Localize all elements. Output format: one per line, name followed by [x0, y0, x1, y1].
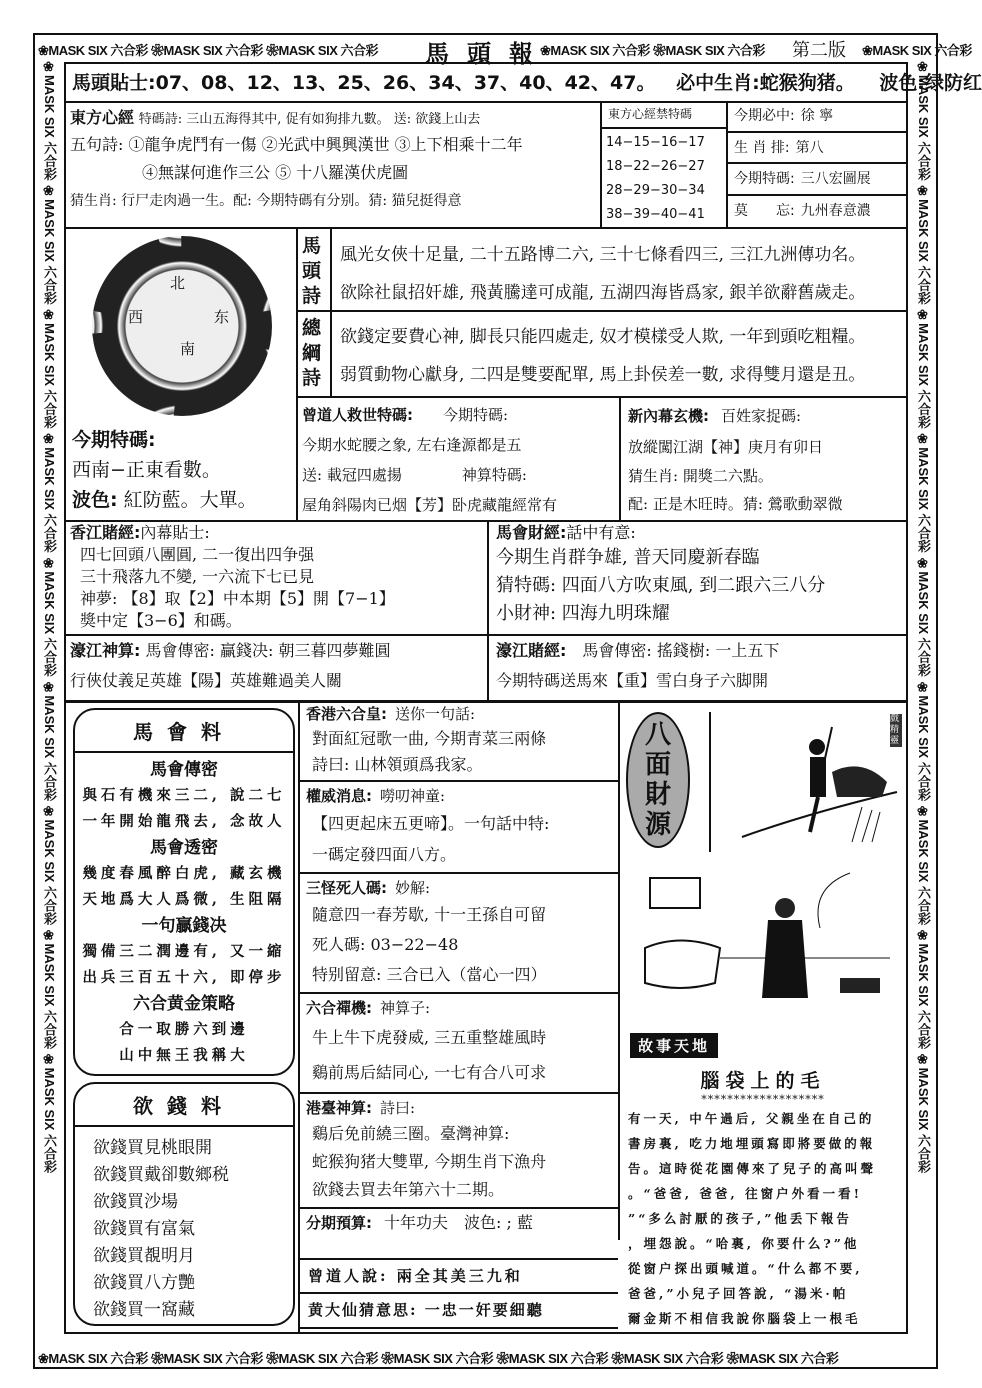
border-unit: ❀MASK SIX 六合彩 — [42, 556, 57, 681]
xiangjiang-line: 三十飛落九不變, 一六流下七已見 — [80, 567, 315, 586]
section-sub: 詩曰: — [380, 1099, 416, 1117]
dongfang-line: 五句詩: ①龍争虎鬥有一傷 ②光武中興興漢世 ③上下相乘十二年 — [70, 134, 523, 154]
mahui-cai-line: 猜特碼: 四面八方吹東風, 到二跟六三八分 — [496, 575, 826, 596]
mahui-liao-title: 馬會料 — [75, 710, 293, 753]
mahui-liao-content — [75, 753, 293, 1069]
zengdao-section — [302, 400, 608, 520]
matou-poem-lines — [340, 236, 865, 312]
side-table-row — [728, 101, 908, 133]
forbidden-row: 14−15−16−17 — [606, 135, 705, 150]
xiangjiang-line: 獎中定【3−6】和碼。 — [80, 611, 242, 630]
story-body — [618, 1106, 908, 1331]
border-unit: ❀MASK SIX 六合彩 — [42, 432, 57, 557]
mahui-liao-heading: 一句贏錢决 — [141, 916, 227, 936]
side-value: 三八宏圖展 — [800, 171, 871, 187]
section-header — [306, 876, 614, 900]
section-line: 【四更起床五更啼】。一句話中特: — [312, 814, 550, 833]
xiangjiang-title: 香江賭經: — [70, 523, 141, 542]
border-unit: ❀MASK SIX 六合彩 — [916, 928, 931, 1053]
compass-image — [92, 236, 272, 416]
border-unit: ❀MASK SIX 六合彩 — [916, 60, 931, 185]
xiangjiang-sub: 內幕貼士: — [140, 523, 210, 542]
story-line: 從窗户探出頭喊道。“什么都不要, — [628, 1261, 863, 1276]
story-line: 有一天, 中午過后, 父親坐在自己的 — [628, 1111, 875, 1126]
dongfang-title: 東方心經 — [70, 108, 135, 127]
xiangjiang-line: 四七回頭八團圓, 二一復出四争强 — [80, 545, 315, 564]
border-unit: ❀MASK SIX 六合彩 — [266, 43, 379, 58]
section-sub: 送你一句話: — [395, 705, 476, 723]
compass-east: 东 — [214, 308, 230, 326]
zonggang-poem-lines — [340, 318, 865, 394]
border-unit: ❀MASK SIX 六合彩 — [916, 1052, 931, 1174]
yuqian-liao-box — [73, 1082, 295, 1326]
border-strip-top-end — [862, 40, 972, 59]
border-unit: ❀MASK SIX 六合彩 — [916, 432, 931, 557]
zengdao-sub2: 神算特碼: — [461, 466, 527, 484]
section-sub: 嘮叨神童: — [380, 787, 446, 805]
poem-line: 欲除社鼠招奸雄, 飛黃騰達可成龍, 五湖四海皆爲家, 銀羊欲辭舊歲走。 — [340, 283, 866, 303]
forbidden-row: 38−39−40−41 — [606, 207, 705, 222]
haojiang-ss-title: 濠江神算: — [70, 641, 141, 660]
side-table — [726, 101, 908, 227]
zengdao-line: 送: 載冠四處揚 — [302, 466, 402, 484]
xiangjiang-section — [70, 522, 395, 632]
mahui-liao-line: 山中無王我稱大 — [119, 1047, 249, 1064]
divider — [296, 396, 908, 398]
xiangjiang-line: 神夢: 【8】取【2】中本期【5】開【7−1】 — [80, 589, 395, 608]
section-title: 三怪死人碼: — [306, 879, 387, 897]
yuqian-liao-title: 欲錢料 — [75, 1084, 293, 1127]
haojiang-ss-line: 馬會傳密: 贏錢决: 朝三暮四夢難圓 — [145, 641, 391, 660]
border-unit: ❀MASK SIX 六合彩 — [916, 804, 931, 929]
border-unit: ❀MASK SIX 六合彩 — [42, 680, 57, 805]
border-unit: ❀MASK SIX 六合彩 — [726, 1351, 839, 1366]
gangtai-section — [300, 1094, 620, 1209]
border-unit: ❀MASK SIX 六合彩 — [42, 60, 57, 185]
divider — [330, 228, 332, 396]
zengdao-sub: 今期特碼: — [443, 406, 509, 424]
border-unit: ❀MASK SIX 六合彩 — [916, 556, 931, 681]
border-unit: ❀MASK SIX 六合彩 — [916, 680, 931, 805]
section-line: 詩曰: 山林領頭爲我家。 — [312, 755, 483, 774]
wave-label: 波色: — [879, 72, 925, 94]
divider — [298, 310, 908, 312]
section-header — [306, 996, 614, 1020]
middle-column — [300, 700, 620, 1237]
mahui-liao-line: 獨備三二潤邊有, 又一縮 — [82, 943, 286, 960]
side-value: 九州春意濃 — [800, 202, 871, 219]
neimu-sub: 百姓家捉碼: — [721, 407, 802, 425]
mahui-liao-line: 出兵三百五十六, 即停步 — [82, 969, 286, 986]
border-unit: ❀MASK SIX 六合彩 — [652, 43, 765, 58]
divider — [64, 634, 908, 636]
forbidden-table — [600, 101, 728, 227]
left-mid-wave: 紅防藍。大單。 — [123, 489, 257, 511]
border-unit: ❀MASK SIX 六合彩 — [42, 184, 57, 309]
xiangjiang-lines — [70, 544, 395, 632]
illustration-woman — [640, 868, 902, 1018]
section-sub: 神算子: — [380, 999, 431, 1017]
zodiac-value: 蛇猴狗猪。 — [759, 72, 855, 94]
section-line: 一碼定發四面八方。 — [312, 845, 457, 864]
border-strip-top-right — [540, 40, 780, 59]
forbidden-title: 東方心經禁特碼 — [602, 101, 728, 129]
poem-line: 弱質動物心獻身, 二四是雙要配單, 馬上卦侯差一數, 求得雙月還是丑。 — [340, 365, 866, 385]
mahui-cai-line: 今期生肖群争雄, 普天同慶新春臨 — [496, 547, 760, 568]
illustration-farmer — [732, 712, 902, 852]
dongfang-line: 猜生肖: 行尸走肉過一生。配: 今期特碼有分别。猜: 猫兒挺得意 — [70, 192, 462, 209]
yuqian-line: 欲錢買八方艷 — [93, 1273, 195, 1293]
story-divider: ******************* — [701, 1093, 825, 1106]
border-unit: ❀MASK SIX 六合彩 — [916, 184, 931, 309]
huangdaxian-saying: 黄大仙猜意思: 一忠一奸要細聽 — [308, 1301, 544, 1320]
border-unit: ❀MASK SIX 六合彩 — [540, 43, 653, 58]
yuqian-line: 欲錢買一窩藏 — [93, 1300, 195, 1320]
dongfang-section — [70, 106, 600, 215]
header-row — [72, 68, 982, 95]
mahui-liao-line: 一年開始龍飛去, 念故人 — [82, 813, 286, 830]
border-unit: ❀MASK SIX 六合彩 — [496, 1351, 612, 1366]
mahui-cai-lines — [496, 544, 825, 628]
section-header — [306, 1096, 614, 1120]
quanwei-section — [300, 782, 620, 874]
zodiac-label: 必中生肖: — [676, 72, 760, 94]
story-title: 腦袋上的毛 — [700, 1070, 826, 1092]
wave-value: 绿防红 — [924, 72, 982, 94]
dongfang-line: 特碼詩: 三山五海得其中, 促有如狗排九數。 送: 欲錢上山去 — [138, 112, 481, 127]
bamian-caiyuan-badge — [626, 712, 690, 848]
poem-line: 欲錢定要費心神, 脚長只能四處走, 奴才模樣受人欺, 一年到頭吃粗糧。 — [340, 327, 866, 347]
divider — [619, 396, 621, 520]
yuqian-line: 欲錢買戴卻數鄉税 — [93, 1165, 229, 1185]
mahui-liao-box — [73, 708, 295, 1076]
neimu-line: 配: 正是木旺時。猜: 鶯歌動翠微 — [628, 495, 843, 513]
haojiang-dj-line: 馬會傳密: 搖錢樹: 一上五下 — [582, 641, 780, 660]
neimu-line: 放縱闖江湖【神】庚月有卯日 — [628, 438, 824, 456]
story-line: 爾金斯不相信我說你腦袋上一根毛 — [628, 1311, 861, 1326]
border-strip-left — [40, 60, 59, 1340]
border-strip-top-left — [38, 40, 428, 59]
compass-west: 西 — [128, 308, 144, 326]
story-section-label: 故事天地 — [630, 1033, 718, 1058]
fenqi-section — [300, 1209, 620, 1237]
section-line: 對面紅冠歌一曲, 今期青菜三兩條 — [312, 729, 547, 748]
section-line: 隨意四一春芳歇, 十一王孫自可留 — [312, 905, 547, 924]
fenqi-title: 分期預算: — [306, 1214, 372, 1232]
neimu-title: 新內幕玄機: — [628, 407, 709, 425]
mahui-cai-sub: 話中有意: — [566, 523, 636, 542]
story-line: 書房裏, 吃力地埋頭寫即將要做的報 — [628, 1136, 876, 1151]
poems — [298, 228, 908, 396]
mahui-liao-heading: 六合黄金策略 — [133, 994, 235, 1014]
poem-line: 風光女俠十足量, 二十五路博二六, 三十七條看四三, 三江九洲傳功名。 — [340, 245, 866, 265]
side-label: 今期特碼: — [734, 171, 795, 187]
border-unit: ❀MASK SIX 六合彩 — [862, 43, 972, 58]
haojiang-dj-title: 濠江賭經: — [496, 641, 567, 660]
mahui-liao-line: 幾度春風醉白虎, 藏玄機 — [82, 865, 286, 882]
divider — [709, 712, 711, 852]
haojiang-ss-line: 行俠仗義足英雄【陽】英雄難過美人關 — [70, 671, 343, 690]
border-strip-right — [914, 60, 933, 1340]
zengdao-title: 曾道人救世特碼: — [302, 406, 413, 424]
border-units — [42, 60, 57, 1173]
edition-label: 第二版 — [792, 40, 846, 61]
fenqi-value: 十年功夫 波色: ; 藍 — [384, 1213, 533, 1232]
border-unit: ❀MASK SIX 六合彩 — [38, 1351, 151, 1366]
zengdao-line: 屋角斜陽肉已烟【芳】卧虎藏龍經常有 — [302, 496, 558, 514]
sanguai-section — [300, 874, 620, 994]
bamian-title: 八面財源 — [644, 720, 671, 840]
border-units — [38, 1351, 838, 1366]
section-header — [306, 702, 614, 726]
story-line: ，埋怨說。“哈裏, 你要什么?”他 — [628, 1236, 860, 1251]
yuqian-line: 欲錢買覩明月 — [93, 1246, 195, 1266]
story-line: ”“多么討厭的孩子,”他丢下報告 — [628, 1211, 852, 1226]
yuqian-line: 欲錢買沙場 — [93, 1192, 178, 1212]
hk-lhh-section — [300, 700, 620, 782]
side-table-row — [728, 164, 908, 196]
section-line: 鷄前馬后結同心, 一七有合八可求 — [312, 1063, 547, 1082]
neimu-section — [628, 400, 843, 518]
section-line: 牛上牛下虎發威, 三五重整雄風時 — [312, 1028, 547, 1047]
haojiang-ss-section — [70, 638, 390, 698]
side-value: 第八 — [795, 139, 824, 156]
section-line: 死人碼: 03−22−48 — [312, 935, 459, 954]
side-table-row — [728, 133, 908, 165]
chanji-section — [300, 994, 620, 1094]
masthead-title: 馬頭報 — [425, 39, 551, 68]
matou-poem-title: 馬頭詩 — [302, 235, 322, 307]
haojiang-dj-line: 今期特碼送馬來【重】雪白身子六脚開 — [496, 671, 769, 690]
left-mid-section — [72, 425, 257, 515]
border-unit: ❀MASK SIX 六合彩 — [150, 1351, 267, 1366]
mahui-liao-heading: 馬會傳密 — [150, 760, 218, 780]
border-unit: ❀MASK SIX 六合彩 — [42, 804, 57, 929]
border-unit: ❀MASK SIX 六合彩 — [42, 308, 57, 433]
left-mid-title: 今期特碼: — [72, 429, 156, 451]
section-line: 特别留意: 三合已入（當心一四） — [312, 965, 547, 984]
section-title: 香港六合皇: — [306, 705, 387, 723]
yuqian-liao-content — [75, 1127, 293, 1324]
story-line: 。“爸爸, 爸爸, 往窗户外看一看! — [628, 1186, 863, 1201]
mahui-cai-line: 小財神: 四海九明珠耀 — [496, 603, 670, 624]
neimu-line: 猜生肖: 開獎二六點。 — [628, 467, 773, 485]
yuqian-line: 欲錢買見桃眼開 — [93, 1138, 212, 1158]
section-line: 蛇猴狗猪大雙單, 今期生肖下漁舟 — [312, 1152, 547, 1171]
illustration-stamp: 戲精靈 — [890, 714, 902, 747]
section-line: 鷄后免前繞三圈。臺灣神算: — [312, 1124, 510, 1143]
mahui-liao-line: 與石有機來三二, 說二七 — [82, 787, 286, 804]
yuqian-line: 欲錢買有富氣 — [93, 1219, 195, 1239]
border-units — [862, 43, 972, 58]
forbidden-row: 28−29−30−34 — [606, 183, 705, 198]
dongfang-line: ④無謀何進作三公 ⑤ 十八羅漢伏虎圖 — [142, 162, 409, 182]
haojiang-dj-section — [496, 638, 779, 698]
side-value: 徐 寧 — [800, 108, 834, 124]
side-table-row — [728, 196, 908, 228]
border-units — [916, 60, 931, 1173]
tip-label: 馬頭貼士: — [72, 72, 156, 94]
tip-numbers: 07、08、12、13、25、26、34、37、40、42、47。 — [155, 72, 656, 94]
section-title: 權威消息: — [306, 787, 372, 805]
border-unit: ❀MASK SIX 六合彩 — [150, 43, 267, 58]
border-unit: ❀MASK SIX 六合彩 — [42, 928, 57, 1053]
border-unit: ❀MASK SIX 六合彩 — [266, 1351, 382, 1366]
mahui-cai-title: 馬會財經: — [496, 523, 567, 542]
story-line: 爸爸,”小兒子回答說, “湯米·帕 — [628, 1286, 849, 1301]
border-units — [540, 43, 765, 58]
zengdao-saying: 曾道人說: 兩全其美三九和 — [300, 1260, 618, 1294]
mahui-liao-line: 天地爲大人爲微, 生阻隔 — [82, 891, 286, 908]
section-title: 六合禪機: — [306, 999, 372, 1017]
divider — [487, 520, 489, 700]
section-line: 欲錢去買去年第六十二期。 — [312, 1180, 505, 1199]
left-mid-line: 西南−正東看數。 — [72, 459, 221, 481]
mahui-cai-section — [496, 522, 825, 628]
border-unit: ❀MASK SIX 六合彩 — [611, 1351, 727, 1366]
mahui-liao-heading: 馬會透密 — [150, 838, 218, 858]
mahui-liao-line: 合一取勝六到邊 — [119, 1021, 249, 1038]
section-header — [306, 784, 614, 808]
border-unit: ❀MASK SIX 六合彩 — [381, 1351, 497, 1366]
border-unit: ❀MASK SIX 六合彩 — [38, 43, 151, 58]
forbidden-rows — [602, 129, 728, 229]
compass-north: 北 — [170, 274, 186, 292]
left-mid-wave-label: 波色: — [72, 489, 118, 511]
compass-south: 南 — [180, 340, 196, 358]
border-unit: ❀MASK SIX 六合彩 — [42, 1052, 57, 1174]
section-sub: 妙解: — [395, 879, 431, 897]
zonggang-poem-title: 總綱詩 — [302, 317, 322, 389]
forbidden-row: 18−22−26−27 — [606, 159, 705, 174]
border-strip-bottom — [38, 1348, 934, 1367]
side-label: 今期必中: — [734, 108, 795, 124]
story-line: 告。這時從花園傳來了兒子的高叫聲 — [628, 1161, 877, 1176]
section-title: 港臺神算: — [306, 1099, 372, 1117]
bottom-sayings — [300, 1258, 618, 1329]
border-unit: ❀MASK SIX 六合彩 — [916, 308, 931, 433]
border-units — [38, 43, 378, 58]
side-label: 莫 忘: — [734, 202, 795, 219]
side-label: 生 肖 排: — [734, 139, 790, 156]
zengdao-line: 今期水蛇腰之象, 左右逢源都是五 — [302, 436, 522, 454]
story-section — [618, 1025, 908, 1331]
